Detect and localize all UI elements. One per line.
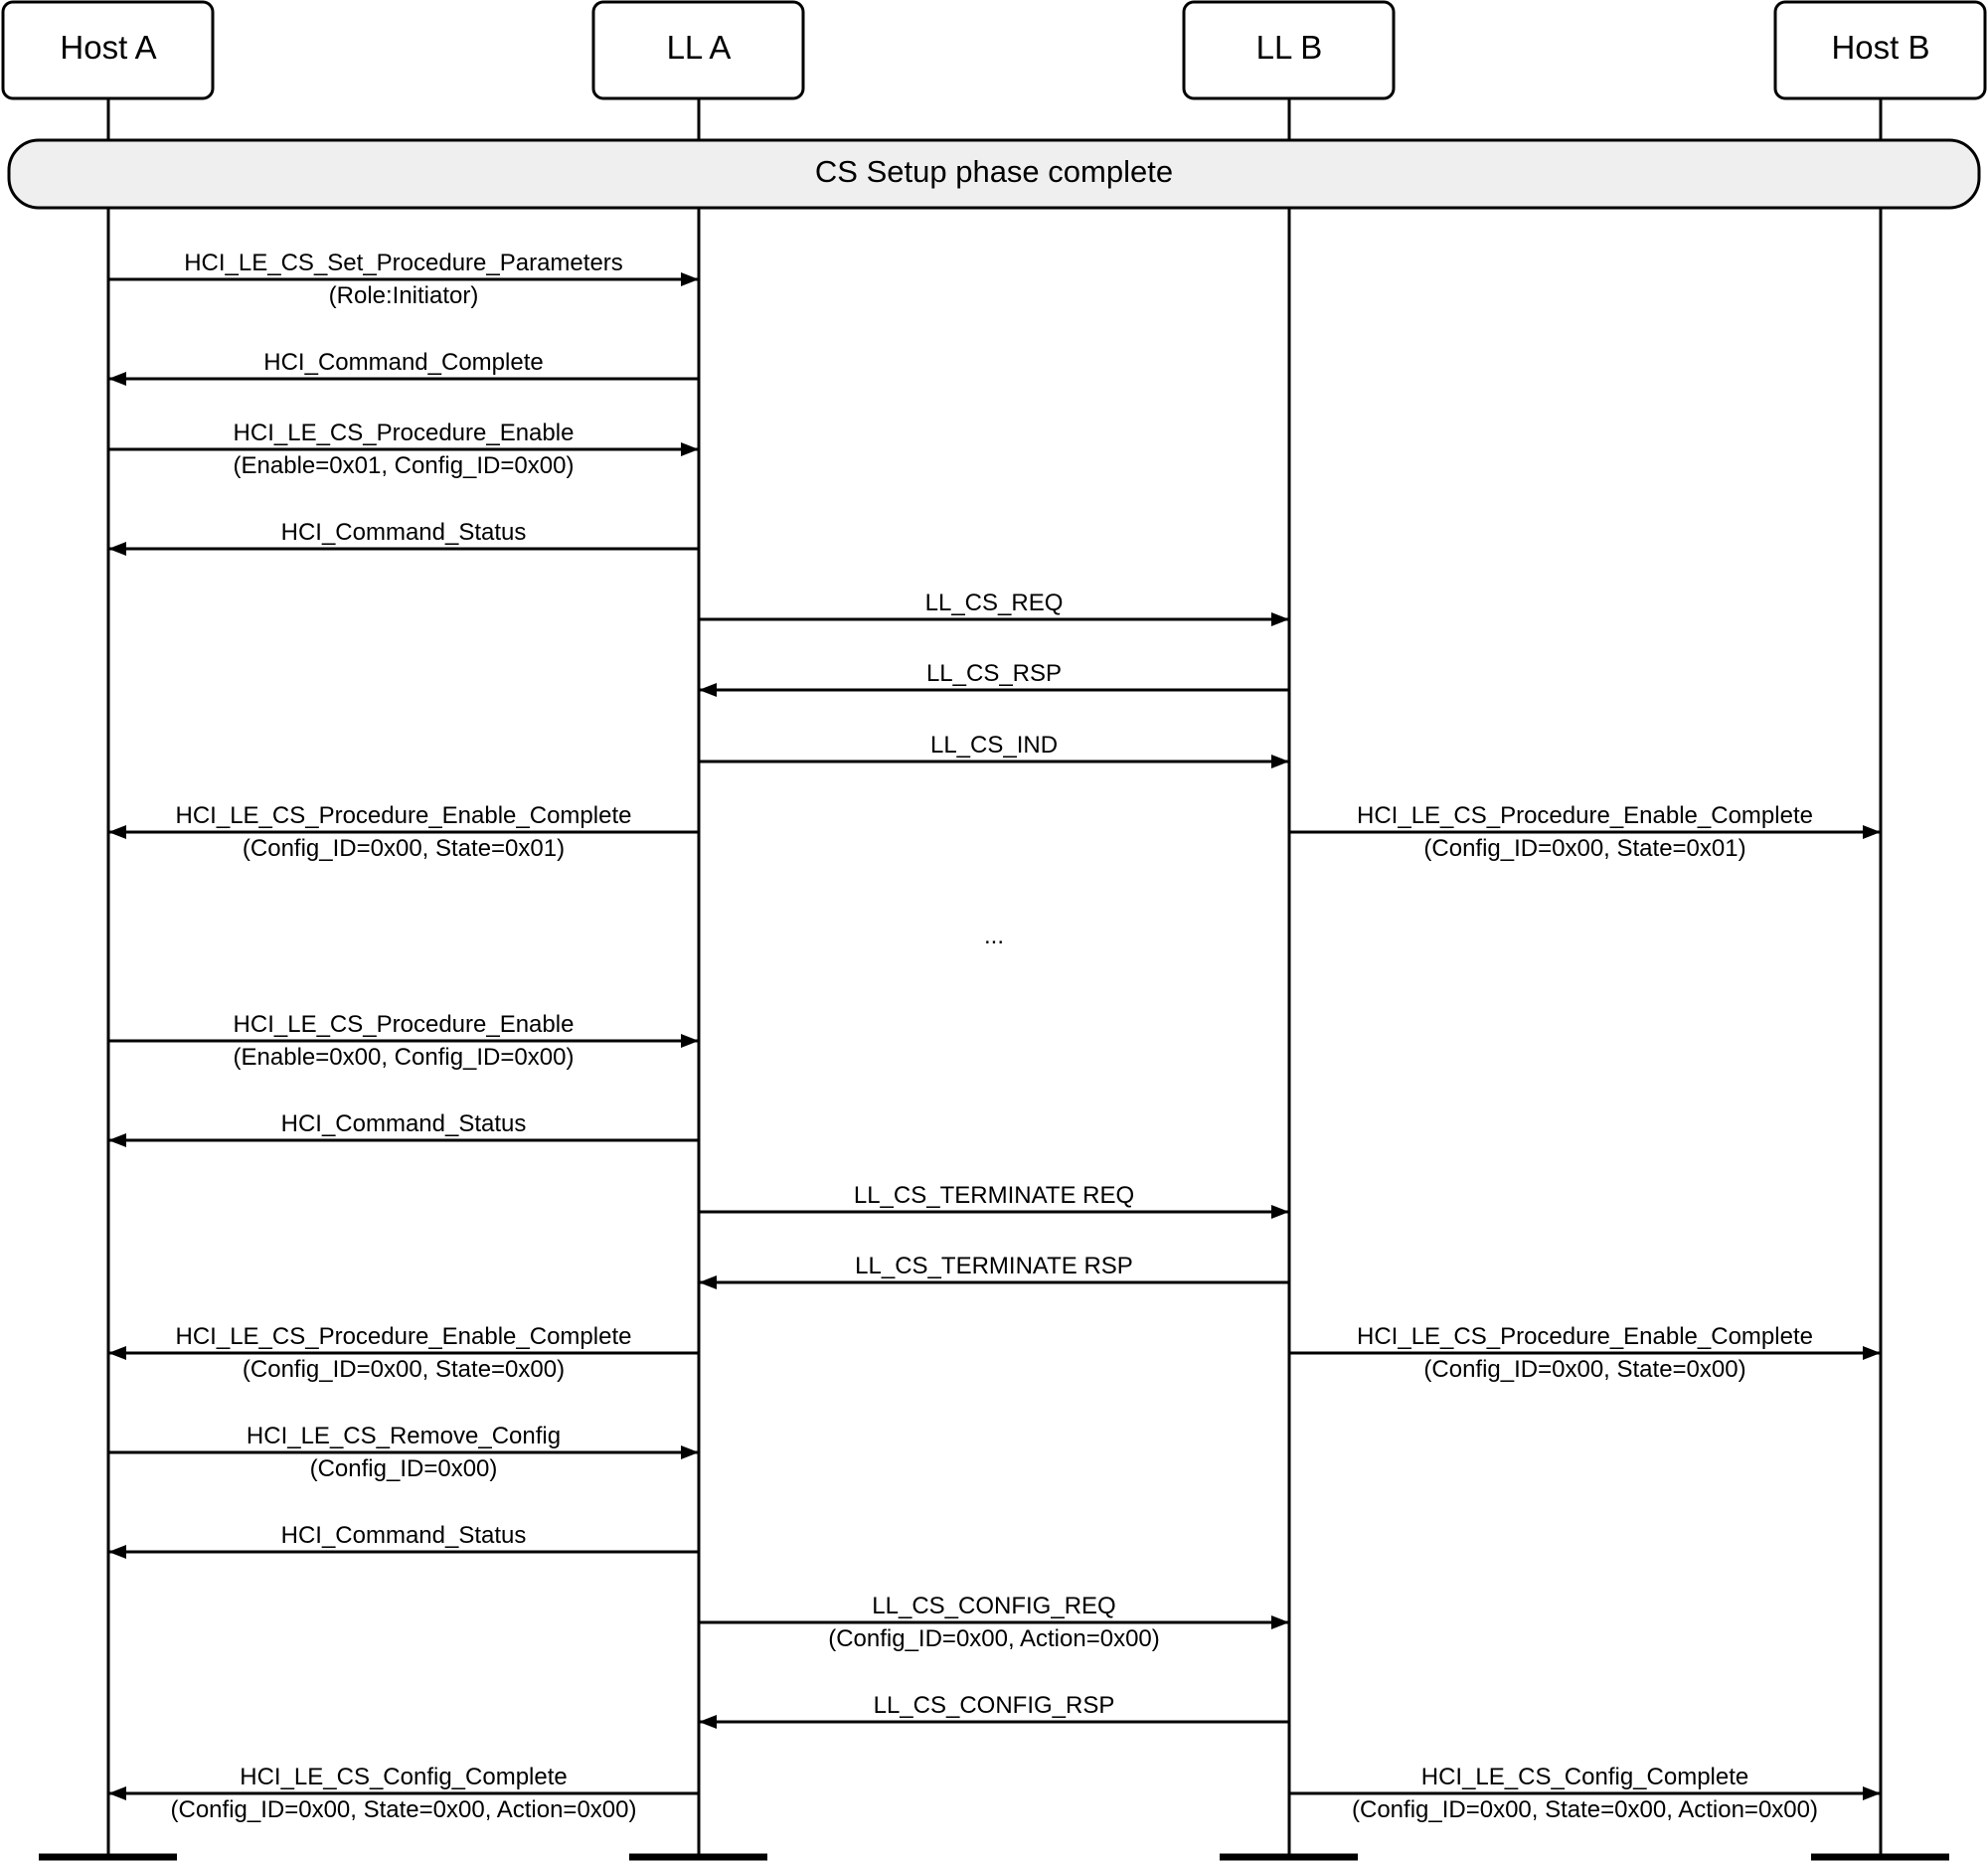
message-6 bbox=[700, 660, 1289, 690]
message-20 bbox=[109, 1764, 699, 1823]
message-2 bbox=[109, 349, 699, 379]
message-sublabel: (Config_ID=0x00, State=0x01) bbox=[1423, 835, 1746, 862]
message-sublabel: (Config_ID=0x00, State=0x01) bbox=[242, 835, 566, 862]
message-10 bbox=[108, 1011, 698, 1071]
participant-label: Host A bbox=[60, 29, 157, 66]
message-label: HCI_LE_CS_Procedure_Enable_Complete bbox=[175, 802, 632, 829]
message-9 bbox=[1289, 802, 1880, 862]
message-label: LL_CS_REQ bbox=[924, 590, 1064, 616]
message-7 bbox=[699, 732, 1288, 762]
message-sublabel: (Config_ID=0x00, State=0x00) bbox=[242, 1356, 566, 1383]
message-label: LL_CS_IND bbox=[929, 732, 1059, 759]
message-label: HCI_Command_Status bbox=[280, 1522, 527, 1549]
message-label: LL_CS_CONFIG_RSP bbox=[873, 1692, 1115, 1719]
message-sublabel: (Enable=0x01, Config_ID=0x00) bbox=[233, 452, 575, 479]
message-label: LL_CS_RSP bbox=[925, 660, 1063, 687]
message-label: HCI_LE_CS_Set_Procedure_Parameters bbox=[184, 250, 623, 276]
message-label: HCI_LE_CS_Procedure_Enable_Complete bbox=[1357, 1323, 1813, 1350]
participant-ll-b bbox=[1184, 2, 1394, 98]
message-label: HCI_Command_Status bbox=[280, 519, 527, 546]
message-sublabel: (Role:Initiator) bbox=[328, 282, 479, 309]
message-4 bbox=[109, 519, 699, 549]
participant-label: Host B bbox=[1831, 29, 1930, 66]
message-label: LL_CS_CONFIG_REQ bbox=[872, 1593, 1116, 1619]
message-3 bbox=[108, 420, 698, 479]
message-label: HCI_LE_CS_Config_Complete bbox=[1420, 1764, 1749, 1790]
phase-label: CS Setup phase complete bbox=[814, 154, 1174, 189]
message-label: HCI_LE_CS_Remove_Config bbox=[246, 1423, 562, 1449]
message-sublabel: (Config_ID=0x00, State=0x00) bbox=[1423, 1356, 1746, 1383]
message-14 bbox=[109, 1323, 699, 1383]
message-label: HCI_Command_Complete bbox=[263, 349, 544, 376]
message-11 bbox=[109, 1110, 699, 1140]
message-18 bbox=[699, 1593, 1288, 1652]
message-label: HCI_LE_CS_Procedure_Enable_Complete bbox=[175, 1323, 632, 1350]
message-label: HCI_LE_CS_Procedure_Enable bbox=[233, 1011, 575, 1038]
message-5 bbox=[699, 590, 1288, 619]
messages bbox=[108, 250, 1880, 1823]
ellipsis: ... bbox=[983, 923, 1005, 949]
message-sublabel: (Config_ID=0x00) bbox=[309, 1455, 498, 1482]
participant-ll-a bbox=[593, 2, 803, 98]
message-sublabel: (Config_ID=0x00, Action=0x00) bbox=[828, 1625, 1160, 1652]
message-8 bbox=[109, 802, 699, 862]
participant-label: LL A bbox=[666, 29, 732, 66]
message-label: HCI_Command_Status bbox=[280, 1110, 527, 1137]
message-sublabel: (Config_ID=0x00, State=0x00, Action=0x00) bbox=[1352, 1796, 1818, 1823]
message-15 bbox=[1289, 1323, 1880, 1383]
message-label: HCI_LE_CS_Procedure_Enable bbox=[233, 420, 575, 446]
message-13 bbox=[700, 1253, 1289, 1282]
message-12 bbox=[699, 1182, 1288, 1212]
message-17 bbox=[109, 1522, 699, 1552]
participant-host-b bbox=[1775, 2, 1985, 98]
participant-label: LL B bbox=[1255, 29, 1323, 66]
message-label: LL_CS_TERMINATE RSP bbox=[855, 1253, 1133, 1279]
message-label: HCI_LE_CS_Config_Complete bbox=[240, 1764, 568, 1790]
message-16 bbox=[108, 1423, 698, 1482]
message-sublabel: (Config_ID=0x00, State=0x00, Action=0x00) bbox=[170, 1796, 637, 1823]
message-sublabel: (Enable=0x00, Config_ID=0x00) bbox=[233, 1044, 575, 1071]
message-label: LL_CS_TERMINATE REQ bbox=[853, 1182, 1135, 1209]
message-1 bbox=[108, 250, 698, 309]
phase-bar bbox=[9, 140, 1979, 208]
message-19 bbox=[700, 1692, 1289, 1722]
message-21 bbox=[1289, 1764, 1880, 1823]
message-label: HCI_LE_CS_Procedure_Enable_Complete bbox=[1357, 802, 1813, 829]
participant-host-a bbox=[3, 2, 213, 98]
